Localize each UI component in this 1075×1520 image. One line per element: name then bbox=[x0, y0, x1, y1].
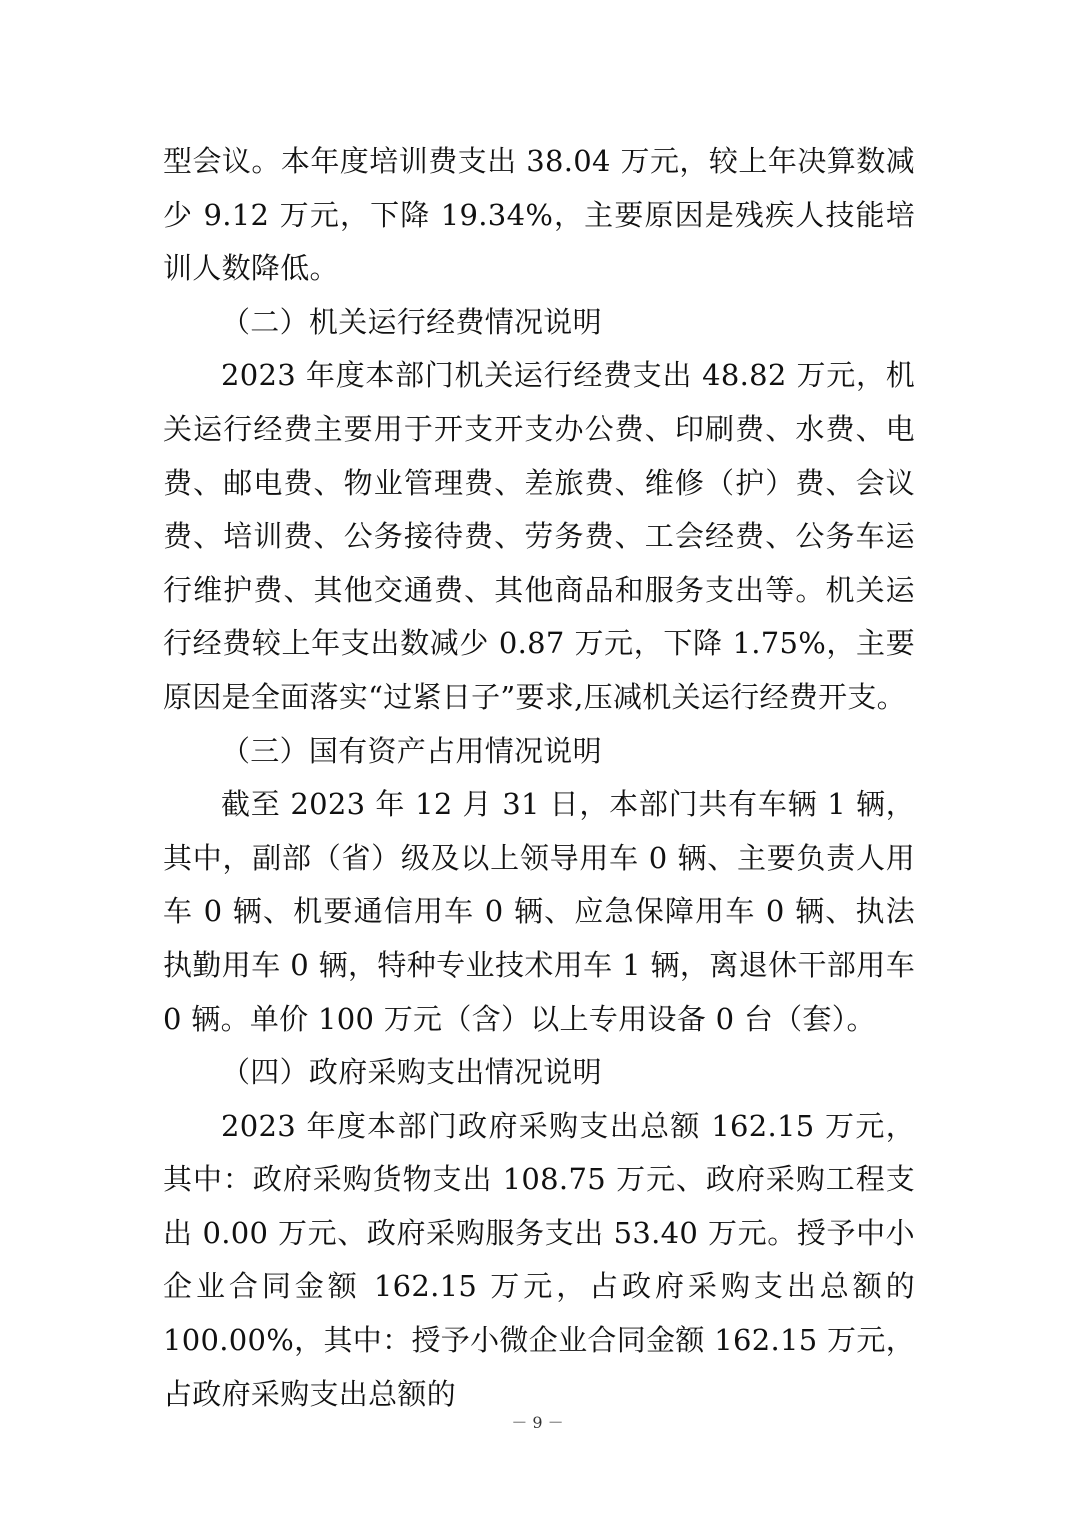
paragraph-state-assets: 截至 2023 年 12 月 31 日，本部门共有车辆 1 辆，其中，副部（省）级及以上领导用车 0 辆、主要负责人用车 0 辆、机要通信用车 0 辆、应急保障用车 0 辆、执法执勤用车 0 辆，特种专业技术用车 1 辆，离退休干部用车 0 辆。单价 100 万元（含）以上专用设备 0 台（套）。 bbox=[163, 787, 915, 1036]
section-heading-state-assets: （三）国有资产占用情况说明 bbox=[221, 733, 602, 768]
document-body bbox=[163, 135, 915, 1421]
paragraph-government-procurement: 2023 年度本部门政府采购支出总额 162.15 万元，其中：政府采购货物支出 108.75 万元、政府采购工程支出 0.00 万元、政府采购服务支出 53.40 万元。授予中小企业合同金额 162.15 万元，占政府采购支出总额的 100.00%，其中：授予小微企业合同金额 162.15 万元，占政府采购支出总额的 bbox=[163, 1108, 915, 1411]
continuation-paragraph: 型会议。本年度培训费支出 38.04 万元，较上年决算数减少 9.12 万元，下降 19.34%，主要原因是残疾人技能培训人数降低。 bbox=[163, 144, 915, 286]
paragraph-operating-expenses: 2023 年度本部门机关运行经费支出 48.82 万元，机关运行经费主要用于开支开支办公费、印刷费、水费、电费、邮电费、物业管理费、差旅费、维修（护）费、会议费、培训费、公务接待费、劳务费、工会经费、公务车运行维护费、其他交通费、其他商品和服务支出等。机关运行经费较上年支出数减少 0.87 万元，下降 1.75%，主要原因是全面落实“过紧日子”要求,压减机关运行经费开支。 bbox=[163, 358, 915, 714]
section-heading-operating-expenses: （二）机关运行经费情况说明 bbox=[221, 304, 602, 339]
page-number: － 9 － bbox=[511, 1413, 564, 1432]
section-heading-government-procurement: （四）政府采购支出情况说明 bbox=[221, 1055, 602, 1090]
